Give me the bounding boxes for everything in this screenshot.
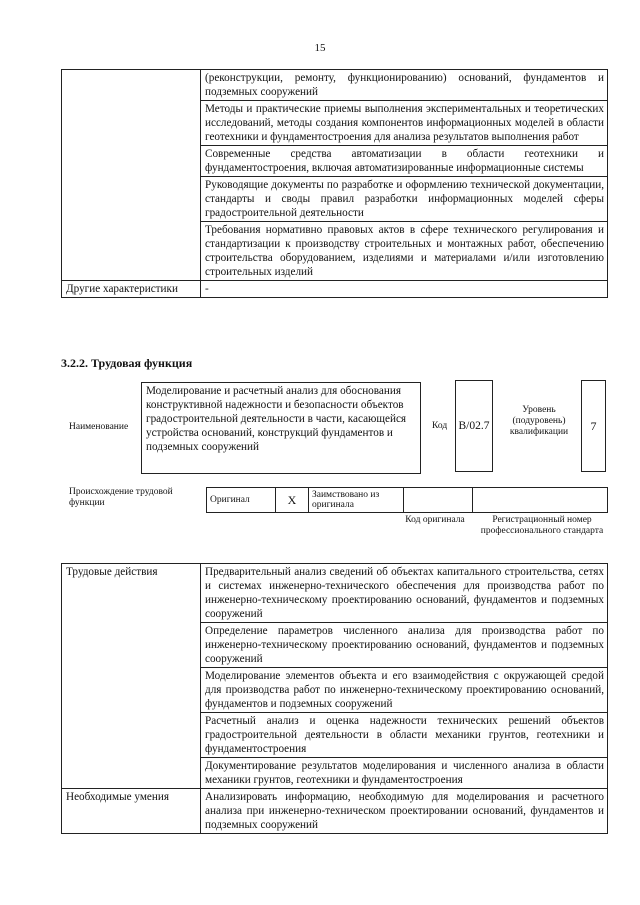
original-code-caption: Код оригинала [405, 515, 465, 525]
function-name-box: Моделирование и расчетный анализ для обоснования конструктивной надежности и безопасности объектов градостроительной деятельности в части, касающейся устройства оснований, конструкций фундаментов и подземных сооружений [141, 382, 421, 474]
labor-action-item: Расчетный анализ и оценка надежности технических решений объектов градостроительной деятельности в области механики грунтов, геотехники и фундаментостроения [201, 713, 608, 758]
reg-number-cell [473, 488, 608, 513]
knowledge-item: (реконструкции, ремонту, функционированию) оснований, фундаментов и подземных сооружений [201, 70, 608, 101]
code-value: B/02.7 [458, 420, 490, 432]
level-label: Уровень (подуровень) квалификации [509, 405, 569, 437]
labor-action-item: Предварительный анализ сведений об объектах капитального строительства, сетях и системах инженерно-технического обеспечения для производства работ по инженерно-техническому проектированию оснований, фундаментов и подземных сооружений [201, 564, 608, 623]
actions-table [61, 563, 608, 834]
skill-item: Анализировать информацию, необходимую для моделирования и расчетного анализа при инженерно-техническом проектировании оснований, фундаментов и подземных сооружений [201, 789, 608, 834]
labor-action-item: Определение параметров численного анализа для производства работ по инженерно-техническому проектированию оснований, фундаментов и подземных сооружений [201, 623, 608, 668]
labor-action-item: Документирование результатов моделирования и численного анализа в области механики грунтов, геотехники и фундаментостроения [201, 758, 608, 789]
original-label: Оригинал [207, 488, 276, 513]
row-label [62, 70, 201, 281]
code-label: Код [432, 421, 448, 431]
original-code-cell [404, 488, 473, 513]
knowledge-item: Методы и практические приемы выполнения экспериментальных и теоретических исследований, методы создания компонентов информационных моделей в области геотехники и фундаментостроения для анализа результатов выполнения работ [201, 101, 608, 146]
origin-table [206, 487, 608, 513]
knowledge-item: Руководящие документы по разработке и оформлению технической документации, стандарты и своды правил разработки информационных моделей сферы градостроительной деятельности [201, 177, 608, 222]
labor-action-item: Моделирование элементов объекта и его взаимодействия с окружающей средой для производства работ по инженерно-техническому проектированию оснований, фундаментов и подземных сооружений [201, 668, 608, 713]
table-row [62, 70, 608, 101]
section-title: 3.2.2. Трудовая функция [61, 356, 193, 370]
level-value: 7 [590, 418, 597, 433]
knowledge-table [61, 69, 608, 298]
origin-label: Происхождение трудовой функции [69, 487, 173, 508]
required-skills-label: Необходимые умения [62, 789, 201, 834]
name-label: Наименование [69, 422, 129, 432]
borrowed-label: Заимствовано из оригинала [309, 488, 404, 513]
page-number: 15 [314, 42, 326, 54]
table-row [62, 564, 608, 623]
table-row [62, 789, 608, 834]
other-characteristics-label: Другие характеристики [62, 281, 201, 298]
table-row [62, 281, 608, 298]
other-characteristics-value: - [201, 281, 608, 298]
code-box [455, 380, 493, 472]
knowledge-item: Требования нормативно правовых актов в сфере технического регулирования и стандартизации к производству строительных и монтажных работ, обеспечению строительства оборудованием, изделиями и материалами и/или изготовлению строительных изделий [201, 222, 608, 281]
knowledge-item: Современные средства автоматизации в области геотехники и фундаментостроения, включая автоматизированные информационные системы [201, 146, 608, 177]
labor-actions-label: Трудовые действия [62, 564, 201, 789]
level-box [581, 380, 606, 472]
reg-number-caption: Регистрационный номер профессионального стандарта [480, 515, 604, 536]
original-mark: X [276, 488, 309, 513]
